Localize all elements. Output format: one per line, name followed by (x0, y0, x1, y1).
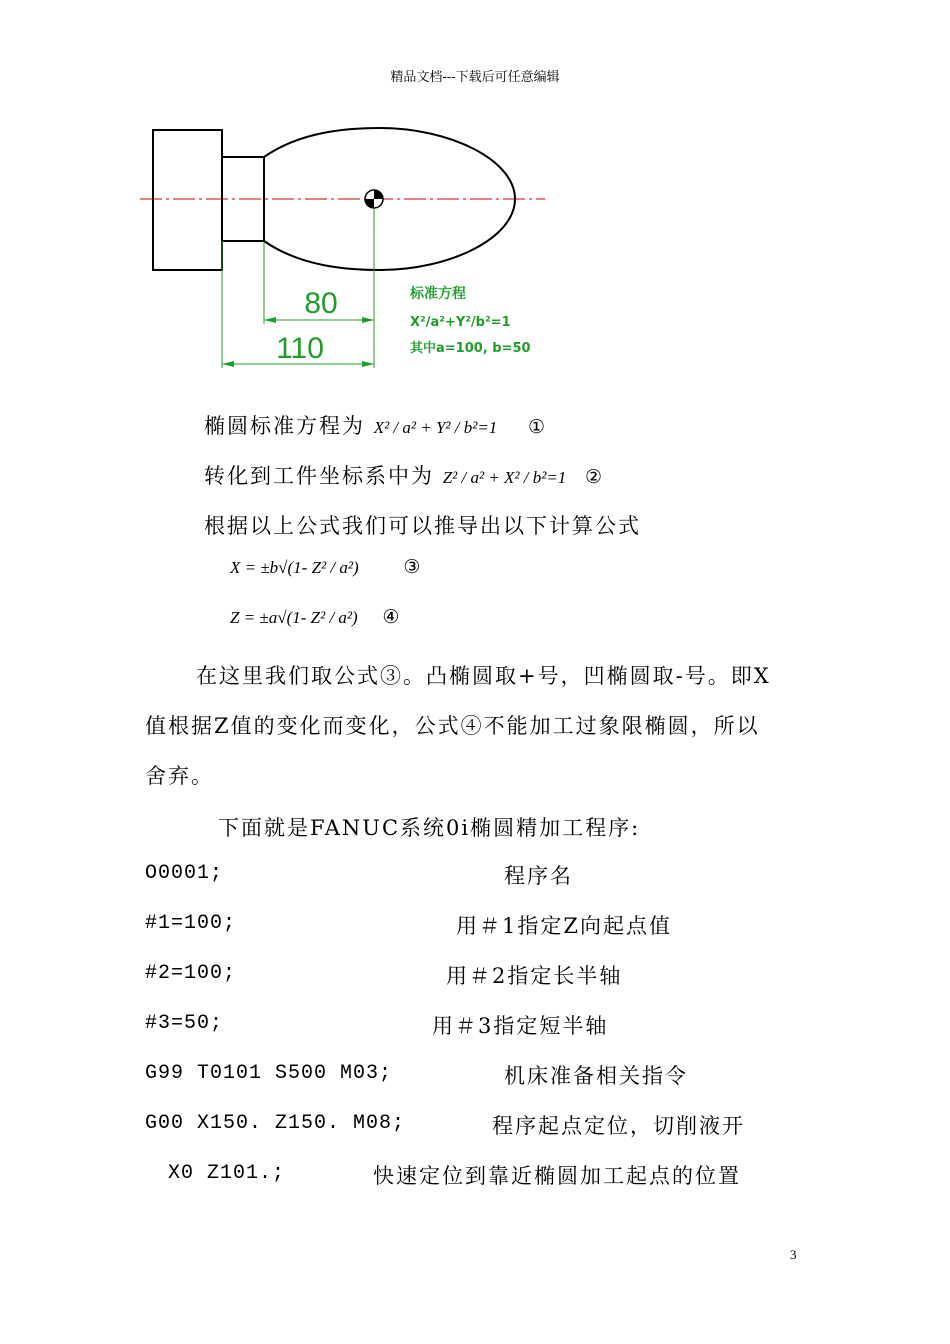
equation-1-number: ① (528, 416, 546, 438)
note-equation: X²/a²+Y²/b²=1 (410, 315, 511, 330)
equation-4-number: ④ (382, 606, 400, 628)
equation-1-formula: X² / a² + Y² / b²=1 (373, 418, 498, 437)
program-comment-4: 机床准备相关指令 (504, 1064, 688, 1088)
program-code-3: #3=50; (145, 1012, 224, 1035)
program-comment-1: 用＃1指定Z向起点值 (456, 914, 672, 938)
equation-1-label: 椭圆标准方程为 (204, 414, 365, 438)
program-intro: 下面就是FANUC系统0i椭圆精加工程序: (218, 816, 641, 840)
program-comment-6: 快速定位到靠近椭圆加工起点的位置 (373, 1164, 741, 1188)
paragraph-line-2: 值根据Z值的变化而变化，公式④不能加工过象限椭圆，所以 (145, 714, 760, 738)
note-params: 其中a=100, b=50 (410, 341, 531, 356)
note-title: 标准方程 (410, 286, 466, 302)
program-comment-0: 程序名 (504, 864, 573, 888)
dim-110-label: 110 (276, 332, 324, 365)
program-comment-3: 用＃3指定短半轴 (432, 1014, 609, 1038)
program-code-1: #1=100; (145, 912, 237, 935)
page-number: 3 (790, 1247, 797, 1262)
program-comment-5: 程序起点定位，切削液开 (492, 1114, 745, 1138)
equation-3-number: ③ (403, 556, 421, 578)
equation-1-row (204, 410, 545, 440)
derive-text: 根据以上公式我们可以推导出以下计算公式 (204, 514, 641, 538)
program-code-0: O0001; (145, 862, 224, 885)
equation-4-formula: Z = ±a√(1- Z² / a²) (230, 608, 358, 627)
page-header: 精品文档---下载后可任意编辑 (390, 70, 560, 85)
equation-2-number: ② (585, 466, 603, 488)
stock-block (153, 130, 222, 270)
program-code-6: X0 Z101.; (168, 1162, 286, 1185)
equation-3-row (230, 554, 420, 578)
paragraph-line-3: 舍弃。 (145, 764, 214, 788)
equation-2-label: 转化到工件坐标系中为 (204, 464, 434, 488)
paragraph-line-1: 在这里我们取公式③。凸椭圆取+号，凹椭圆取-号。即X (196, 664, 771, 688)
ellipse-workpiece-diagram (0, 0, 950, 400)
program-code-5: G00 X150. Z150. M08; (145, 1112, 406, 1135)
program-code-2: #2=100; (145, 962, 237, 985)
ellipse-center-mark (365, 190, 383, 208)
program-comment-2: 用＃2指定长半轴 (446, 964, 623, 988)
dim-80-label: 80 (304, 287, 338, 320)
equation-2-formula: Z² / a² + X² / b²=1 (442, 468, 567, 487)
equation-3-formula: X = ±b√(1- Z² / a²) (230, 558, 359, 577)
program-code-4: G99 T0101 S500 M03; (145, 1062, 393, 1085)
equation-2-row (204, 460, 602, 490)
equation-4-row (230, 604, 399, 628)
